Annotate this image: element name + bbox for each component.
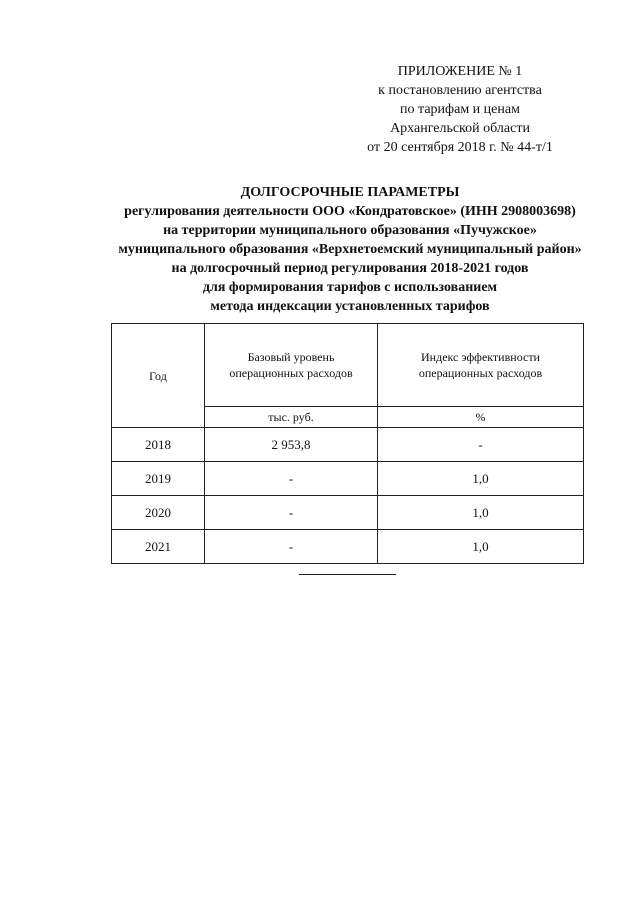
appendix-block [330,62,590,157]
cell-index: 1,0 [378,462,584,496]
cell-base: 2 953,8 [205,428,378,462]
header-base-line2: операционных расходов [229,366,353,380]
cell-year: 2020 [112,496,205,530]
appendix-line: Архангельской области [390,121,530,136]
header-index-line1: Индекс эффективности [421,350,540,364]
cell-base: - [205,462,378,496]
cell-base: - [205,496,378,530]
appendix-title: ПРИЛОЖЕНИЕ № 1 [397,64,523,79]
heading-line: для формирования тарифов с использованием [202,280,498,295]
header-base-level [205,324,378,407]
table-row [112,530,584,564]
unit-index: % [378,407,584,428]
header-index-line2: операционных расходов [418,366,543,380]
table-row [112,496,584,530]
cell-year: 2018 [112,428,205,462]
table-row [112,462,584,496]
heading-line: метода индексации установленных тарифов [210,299,490,314]
appendix-line: по тарифам и ценам [400,102,520,117]
cell-base: - [205,530,378,564]
parameters-table [111,323,584,564]
cell-index: - [378,428,584,462]
cell-index: 1,0 [378,530,584,564]
appendix-line: к постановлению агентства [378,83,542,98]
heading-title: ДОЛГОСРОЧНЫЕ ПАРАМЕТРЫ [240,185,460,200]
appendix-date-line: от 20 сентября 2018 г. № 44-т/1 [367,140,553,155]
document-heading [90,183,610,316]
heading-line: на территории муниципального образования «Пучужское» [163,223,537,238]
heading-line: на долгосрочный период регулирования 2018-2021 годов [171,261,529,276]
header-efficiency-index [378,324,584,407]
header-base-line1: Базовый уровень [247,350,335,364]
cell-year: 2019 [112,462,205,496]
cell-year: 2021 [112,530,205,564]
closing-rule [299,574,396,575]
header-year: Год [112,324,205,428]
heading-line: регулирования деятельности ООО «Кондратовское» (ИНН 2908003698) [124,204,576,219]
cell-index: 1,0 [378,496,584,530]
heading-line: муниципального образования «Верхнетоемский муниципальный район» [118,242,582,257]
table-row [112,428,584,462]
unit-base: тыс. руб. [205,407,378,428]
table-header-row [112,324,584,407]
